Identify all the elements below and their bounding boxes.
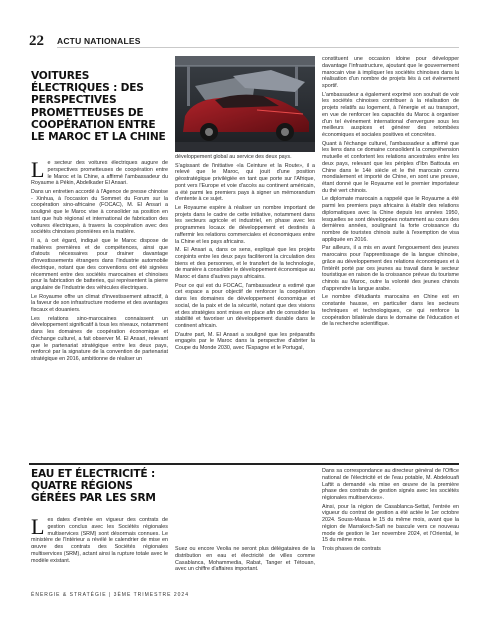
article1-column-2 — [175, 154, 315, 354]
article-title-electric-cars: VOITURES ÉLECTRIQUES : DES PERSPECTIVES PROMETTEUSES DE COOPÉRATION ENTRE LE MAROC ET LA CHINE — [31, 70, 166, 144]
article2-column-2 — [175, 546, 315, 575]
drop-cap: L — [31, 514, 45, 539]
article1-lead-paragraph — [31, 157, 168, 187]
header-rule — [57, 47, 459, 48]
paragraph: S'agissant de l'initiative «la Ceinture et la Route», il a relevé que le Maroc, qui jouit d'une position géostratégique privilégiée en tant que porte sur l'Afrique, pont vers l'Europe et voie d'accès au continent américain, a été parmi les premiers pays à signer un mémorandum d'entente à ce sujet. — [175, 162, 315, 203]
car-factory-photo — [175, 56, 315, 152]
paragraph: Dans un entretien accordé à l'Agence de presse chinoise - Xinhua, à l'occasion du Sommet du Forum sur la coopération sino-africaine (FOCAC), M. El Ansari a souligné que le Maroc vise à consolider sa position en tant que hub régional et international de fabrication des voitures électriques, à travers la coopération avec des sociétés chinoises pionnières en la matière. — [31, 188, 168, 236]
paragraph-text: e secteur des voitures électriques augure de perspectives prometteuses de coopération entre le Maroc et la Chine, a affirmé l'ambassadeur du Royaume à Pékin, Abdelkader El Ansari. — [31, 160, 168, 187]
paragraph: Le diplomate marocain a rappelé que le Royaume a été parmi les premiers pays africains à établir des relations diplomatiques avec la Chine depuis les années 1950, lesquelles se sont développées notamment au cours des dernières années, soulignant la forte croissance du nombre de touristes chinois suite à l'exemption de visa appliquée en 2016. — [322, 196, 459, 243]
paragraph: développement global au service des deux pays. — [175, 154, 292, 160]
paragraph: Ainsi, pour la région de Casablanca-Settat, l'entrée en vigueur du contrat de gestion a été actée le 1er octobre 2024. Souss-Massa le 15 du même mois, avant que la région de Marrakech-Safi ne bascule vers ce nouveau mode de gestion le 1er novembre 2024, et l'Oriental, le 15 du même mois. — [322, 503, 459, 544]
paragraph: Pour ce qui est du FOCAC, l'ambassadeur a estimé que cet espace a pour objectif de renforcer la coopération dans les domaines de développement économique et social, de la paix et de la sécurité, notant que des visions et des stratégies sont mises en place afin de consolider la stabilité et favoriser un développement durable dans le continent africain. — [175, 282, 315, 330]
article1-column-1 — [31, 157, 168, 365]
article-title-water-electricity: EAU ET ÉLECTRICITÉ : QUATRE RÉGIONS GÉRÉES PAR LES SRM — [31, 468, 156, 505]
paragraph: L'ambassadeur a également exprimé son souhait de voir les sociétés chinoises contribuer à la réalisation de projets relatifs au logement, à l'énergie et au transport, en vue de renforcer les capacités du Maroc à organiser d'un tel événement international d'envergure sous les meilleurs auspices et générer des retombées économiques et sociales positives et concrètes. — [322, 91, 459, 139]
article-divider — [29, 463, 459, 465]
paragraph: Les relations sino-marocaines connaissent un développement significatif à tous les niveaux, notamment dans les domaines de coopération économique et d'échange culturel, a fait observer M. El Ansari, relevant que le partenariat stratégique entre les deux pays, renforcé par la signature de la convention de partenariat stratégique en 2016, ambitionne de réaliser un — [31, 315, 168, 363]
page-footer: ÉNERGIE & STRATÉGIE | 3ÈME TRIMESTRE 2024 — [31, 592, 189, 598]
paragraph-text: es dates d'entrée en vigueur des contrats de gestion conclus avec les Sociétés régionales multiservices (SRM) sont désormais connues. Le ministère de l'Intérieur a révélé le calendrier de mise en œuvre des contrats des Sociétés régionales multiservices (SRM), actant ainsi la rupture totale avec le modèle existant. — [31, 517, 168, 564]
page-header — [29, 32, 459, 50]
paragraph: Dans sa correspondance au directeur général de l'Office national de l'électricité et de l'eau potable, M. Abdelouafi Laftit a demandé «la mise en œuvre de la première phase des contrats de gestion signés avec les sociétés régionales multiservices». — [322, 468, 459, 501]
paragraph: M. El Ansari a, dans ce sens, expliqué que les projets conjoints entre les deux pays faciliteront la circulation des biens et des personnes, et le transfert de la technologie, de manière à consolider le développement économique au Maroc et dans d'autres pays africains. — [175, 247, 315, 281]
paragraph: Par ailleurs, il a mis en avant l'engouement des jeunes marocains pour l'apprentissage de la langue chinoise, grâce au développement des relations économiques et à l'intérêt porté par ces jeunes au travail dans le secteur touristique en raison de la croissance prévue du tourisme chinois au Maroc, outre la volonté des jeunes chinois d'apprendre la langue arabe. — [322, 245, 459, 292]
paragraph: Le Royaume espère à réaliser un nombre important de projets dans le cadre de cette initiative, notamment dans les secteurs agricole et industriel, en phase avec les programmes locaux de développement et destinés à raffermir les relations commerciales et économiques entre la Chine et les pays africains. — [175, 204, 315, 245]
article1-column-3 — [322, 56, 459, 330]
paragraph: D'autre part, M. El Ansari a souligné que les préparatifs engagés par le Maroc dans la perspective d'abriter la Coupe du Monde 2030, avec l'Espagne et le Portugal, — [175, 331, 315, 352]
page-number: 22 — [29, 33, 44, 49]
article2-column-3 — [322, 468, 459, 554]
paragraph: Quant à l'échange culturel, l'ambassadeur a affirmé que les liens dans ce domaine consolident la compréhension mutuelle et confortent les relations ancestrales entre les deux pays, relevant que les périples d'Ibn Battouta en Chine dans le 14è siècle et le thé marocain connu mondialement et importé de Chine, en sont une preuve, étant donné que le Royaume est le premier importateur du thé vert chinois. — [322, 140, 459, 194]
paragraph: constituent une occasion idoine pour développer davantage l'infrastructure, ajoutant que le gouvernement marocain vise à impliquer les sociétés chinoises dans la réalisation d'un nombre de projets liés à cet événement sportif. — [322, 56, 459, 89]
section-title: ACTU NATIONALES — [57, 36, 141, 46]
article2-column-1 — [31, 514, 168, 566]
paragraph: Suez ou encore Veolia ne seront plus délégataires de la distribution en eau et électricité de villes comme Casablanca, Mohammedia, Rabat, Tanger et Tétouan, avec un chiffre d'affaires important. — [175, 546, 315, 573]
paragraph: Trois phases de contrats — [322, 545, 381, 552]
drop-cap: L — [31, 157, 45, 182]
paragraph: Il a, à cet égard, indiqué que le Maroc dispose de matières premières et de compétences, ainsi que d'atouts nécessaires pour drainer davantage d'investissements étrangers dans l'industrie automobile électrique, notant que des conventions ont été signées récemment entre des sociétés marocaines et chinoises pour la fabrication de batteries, qui représentent la pierre angulaire de l'industrie des véhicules électriques. — [31, 237, 168, 292]
paragraph: Le Royaume offre un climat d'investissement attractif, à la faveur de son infrastructure moderne et des avantages fiscaux et douaniers. — [31, 293, 168, 314]
paragraph: Le nombre d'étudiants marocains en Chine est en constante hausse, en particulier dans les secteurs techniques et technologiques, ce qui renforce la coopération bilatérale dans le domaine de l'éducation et de la recherche scientifique. — [322, 294, 459, 328]
article2-lead-paragraph — [31, 514, 168, 564]
